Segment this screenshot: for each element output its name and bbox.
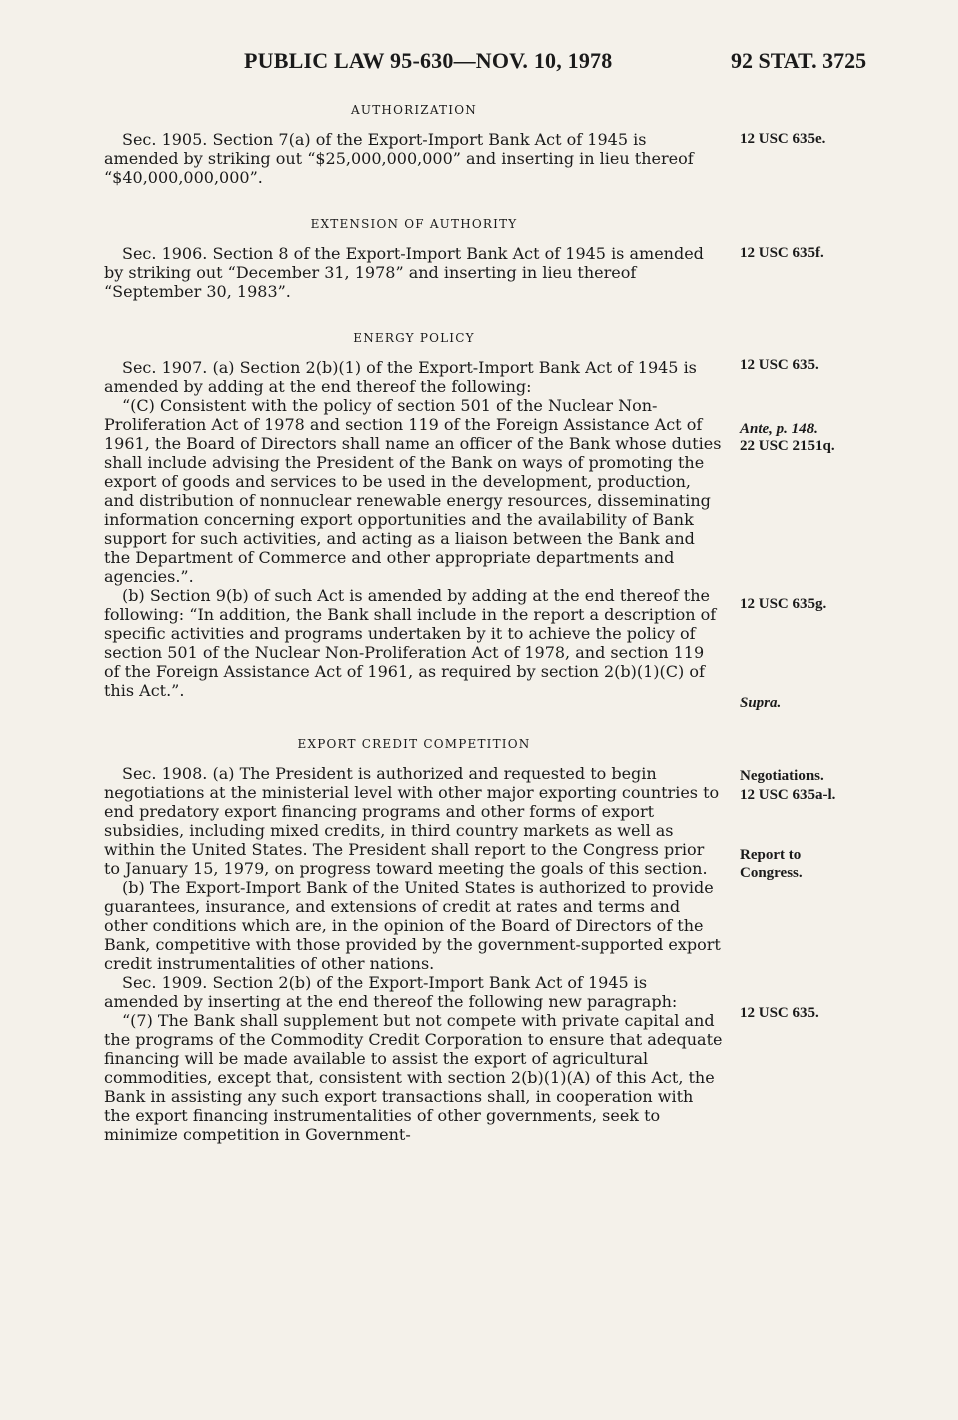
margin-note-635e: 12 USC 635e. [740, 131, 826, 147]
sec-1908a-text: Sec. 1908. (a) The President is authorized and requested to begin negotiations at the ministerial level with other major exporting countries to end predatory export financing programs and other forms of export subsidies, including mixed credits, in third country markets as well as within the United States. The President shall report to the Congress prior to January 15, 1979, on progress toward meeting the goals of this section. [104, 764, 720, 878]
sec-1906-text: Sec. 1906. Section 8 of the Export-Import Bank Act of 1945 is amended by striking out “December 31, 1978” and inserting in lieu thereof “September 30, 1983”. [104, 244, 704, 301]
sec-1907a-text: Sec. 1907. (a) Section 2(b)(1) of the Export-Import Bank Act of 1945 is amended by adding at the end thereof the following: [104, 358, 697, 396]
sec-1907b-text: (b) Section 9(b) of such Act is amended by adding at the end thereof the following: “In addition, the Bank shall include in the report a description of specific activities and programs undertaken by it to achieve the policy of section 501 of the Nuclear Non-Proliferation Act of 1978, and section 119 of the Foreign Assistance Act of 1961, as required by section 2(b)(1)(C) of this Act.”. [104, 586, 717, 700]
margin-note-2151q: 22 USC 2151q. [740, 438, 835, 454]
sec-1905-text: Sec. 1905. Section 7(a) of the Export-Import Bank Act of 1945 is amended by striking out “$25,000,000,000” and inserting in lieu thereof “$40,000,000,000”. [104, 130, 694, 187]
heading-energy: ENERGY POLICY [353, 331, 475, 345]
sec-1907c-text: “(C) Consistent with the policy of section 501 of the Nuclear Non-Proliferation Act of 1978 and section 119 of the Foreign Assistance Act of 1961, the Board of Directors shall name an officer of the Bank whose duties shall include advising the President of the Bank on ways of promoting the export of goods and services to be used in the development, production, and distribution of nonnuclear renewable energy resources, disseminating information concerning export opportunities and the availability of Bank support for such activities, and acting as a liaison between the Bank and the Department of Commerce and other appropriate departments and agencies.”. [104, 396, 722, 586]
section-authorization [104, 96, 724, 187]
margin-note-635a-l: 12 USC 635a-l. [740, 787, 836, 803]
margin-note-635: 12 USC 635. [740, 357, 819, 373]
section-energy [104, 324, 724, 700]
margin-note-negotiations: Negotiations. [740, 768, 824, 784]
margin-note-635g: 12 USC 635g. [740, 596, 827, 612]
margin-note-supra: Supra. [740, 695, 782, 711]
margin-note-635-b: 12 USC 635. [740, 1005, 819, 1021]
sec-1909-7-text: “(7) The Bank shall supplement but not compete with private capital and the programs of the Commodity Credit Corporation to ensure that adequate financing will be made available to assist the export of agricultural commodities, except that, consistent with section 2(b)(1)(A) of this Act, the Bank in assisting any such export transactions shall, in cooperation with the export financing instrumentalities of other governments, seek to minimize competition in Government- [104, 1011, 723, 1144]
sec-1908b-text: (b) The Export-Import Bank of the United States is authorized to provide guarantees, insurance, and extensions of credit at rates and terms and other conditions which are, in the opinion of the Board of Directors of the Bank, competitive with those provided by the government-supported export credit instrumentalities of other nations. [104, 878, 721, 973]
margin-note-congress: Congress. [740, 865, 803, 881]
header-law-title: PUBLIC LAW 95-630—NOV. 10, 1978 [244, 48, 613, 73]
heading-extension: EXTENSION OF AUTHORITY [310, 217, 518, 231]
margin-note-ante: Ante, p. 148. [740, 421, 818, 437]
header-stat-page: 92 STAT. 3725 [731, 48, 867, 73]
page-header [0, 48, 958, 78]
margin-note-report-to: Report to [740, 847, 802, 863]
section-extension [104, 210, 724, 301]
heading-authorization: AUTHORIZATION [351, 103, 477, 117]
margin-note-635f: 12 USC 635f. [740, 245, 824, 261]
heading-competition: EXPORT CREDIT COMPETITION [297, 737, 531, 751]
section-competition [104, 730, 724, 1144]
sec-1909-text: Sec. 1909. Section 2(b) of the Export-Import Bank Act of 1945 is amended by inserting at the end thereof the following new paragraph: [104, 973, 678, 1011]
